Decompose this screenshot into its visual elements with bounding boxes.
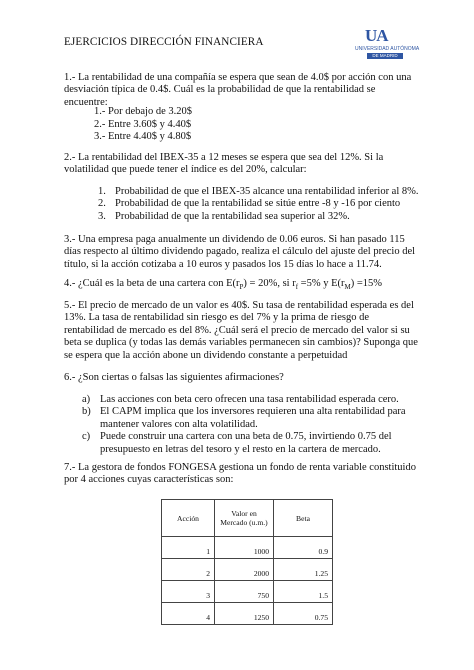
table-cell: 1.5 (274, 581, 333, 603)
table-row (162, 537, 333, 559)
list-item (98, 211, 419, 223)
list-item-letter: a) (82, 394, 91, 405)
table-cell: 2 (162, 559, 215, 581)
table-row (162, 603, 333, 625)
list-item-text: Puede construir una cartera con una beta de 0.75, invirtiendo 0.75 del presupuesto en letras del tesoro y el resto en la cartera de mercado. (100, 431, 392, 455)
table-row (162, 559, 333, 581)
exercise-6-list (82, 394, 422, 456)
exercise-2-text: 2.- La rentabilidad del IBEX-35 a 12 meses se espera que sea del 12%. Si la volatilidad que puede tener el índice es del 20%, calcular: (64, 152, 384, 176)
list-item: 3.- Entre 4.40$ y 4.80$ (94, 131, 192, 143)
exercise-4 (64, 278, 420, 294)
exercise-6-text: 6.- ¿Son ciertas o falsas las siguientes afirmaciones? (64, 372, 284, 383)
table-cell: 3 (162, 581, 215, 603)
logo-line2: DE MADRID (367, 53, 403, 59)
list-item: 2.- Entre 3.60$ y 4.40$ (94, 118, 192, 130)
list-item-text: El CAPM implica que los inversores requieren una alta rentabilidad para mantener valores con alta volatilidad. (100, 406, 406, 430)
table-cell: 0.9 (274, 537, 333, 559)
exercise-1 (64, 72, 420, 109)
table-cell: 4 (162, 603, 215, 625)
logo-line1: UNIVERSIDAD AUTÓNOMA (355, 46, 420, 52)
list-item-number: 3. (98, 210, 106, 222)
table-row (162, 581, 333, 603)
exercise-2-list (98, 186, 419, 223)
exercise-1-list (94, 106, 192, 144)
table-header-row (162, 500, 333, 537)
list-item-letter: b) (82, 406, 91, 418)
table-cell: 2000 (215, 559, 274, 581)
exercise-2 (64, 152, 420, 177)
table-header: Beta (274, 500, 333, 537)
list-item: 1.- Por debajo de 3.20$ (94, 106, 192, 117)
list-item (98, 186, 419, 198)
list-item (82, 431, 422, 456)
list-item-text: Las acciones con beta cero ofrecen una tasa rentabilidad esperada cero. (100, 394, 399, 405)
list-item-text: Probabilidad de que la rentabilidad sea superior al 32%. (115, 210, 350, 222)
exercise-7 (64, 462, 420, 487)
list-item-text: Probabilidad de que el IBEX-35 alcance una rentabilidad inferior al 8%. (115, 186, 419, 197)
stocks-table (161, 499, 333, 625)
list-item (82, 394, 422, 406)
list-item-text: Probabilidad de que la rentabilidad se sitúe entre -8 y -16 por ciento (115, 198, 401, 210)
list-item-number: 1. (98, 186, 106, 197)
exercise-5-text: 5.- El precio de mercado de un valor es 40$. Su tasa de rentabilidad esperada es del 13%. La tasa de rentabilidad sin riesgo es del 7% y la prima de riesgo de rentabilidad de mercado es del 8%. ¿Cuál será el precio de mercado del valor si su beta se duplica (y todas las demás variables permanecen sin cambios)? Suponga que se espera que la acción abone un dividendo constante a perpetuidad (64, 300, 418, 361)
exercise-6 (64, 372, 420, 384)
table-cell: 0.75 (274, 603, 333, 625)
exercise-3 (64, 234, 420, 271)
table-cell: 1000 (215, 537, 274, 559)
header-title: EJERCICIOS DIRECCIÓN FINANCIERA (64, 36, 264, 48)
exercise-1-text: 1.- La rentabilidad de una compañía se espera que sean de 4.0$ por acción con una desviación típica de 0.4$. Cuál es la probabilidad de que la rentabilidad se encuentre: (64, 72, 412, 108)
table-cell: 1250 (215, 603, 274, 625)
table-cell: 1.25 (274, 559, 333, 581)
exercise-7-text: 7.- La gestora de fondos FONGESA gestiona un fondo de renta variable constituido por 4 acciones cuyas características son: (64, 462, 416, 486)
list-item (82, 406, 422, 431)
exercise-3-text: 3.- Una empresa paga anualmente un dividendo de 0.06 euros. Si han pasado 115 días respecto al último dividendo pagado, realiza el cálculo del ajuste del precio del título, si la acción cotizaba a 10 euros y pasados los 15 días lo hace a 11.74. (64, 234, 416, 270)
list-item (98, 198, 419, 210)
table-header: Valor en Mercado (u.m.) (215, 500, 274, 537)
table-cell: 750 (215, 581, 274, 603)
logo-letters: UA (365, 26, 388, 45)
table-header: Acción (162, 500, 215, 537)
table-cell: 1 (162, 537, 215, 559)
list-item-letter: c) (82, 431, 91, 443)
exercise-4-text: 4.- ¿Cuál es la beta de una cartera con $E(r_P) = 20\%$, si $r_f =5\%$ y $E(r_M) =15\%$ (64, 278, 383, 292)
list-item-number: 2. (98, 198, 106, 210)
university-logo (355, 26, 420, 66)
exercise-5 (64, 300, 420, 362)
